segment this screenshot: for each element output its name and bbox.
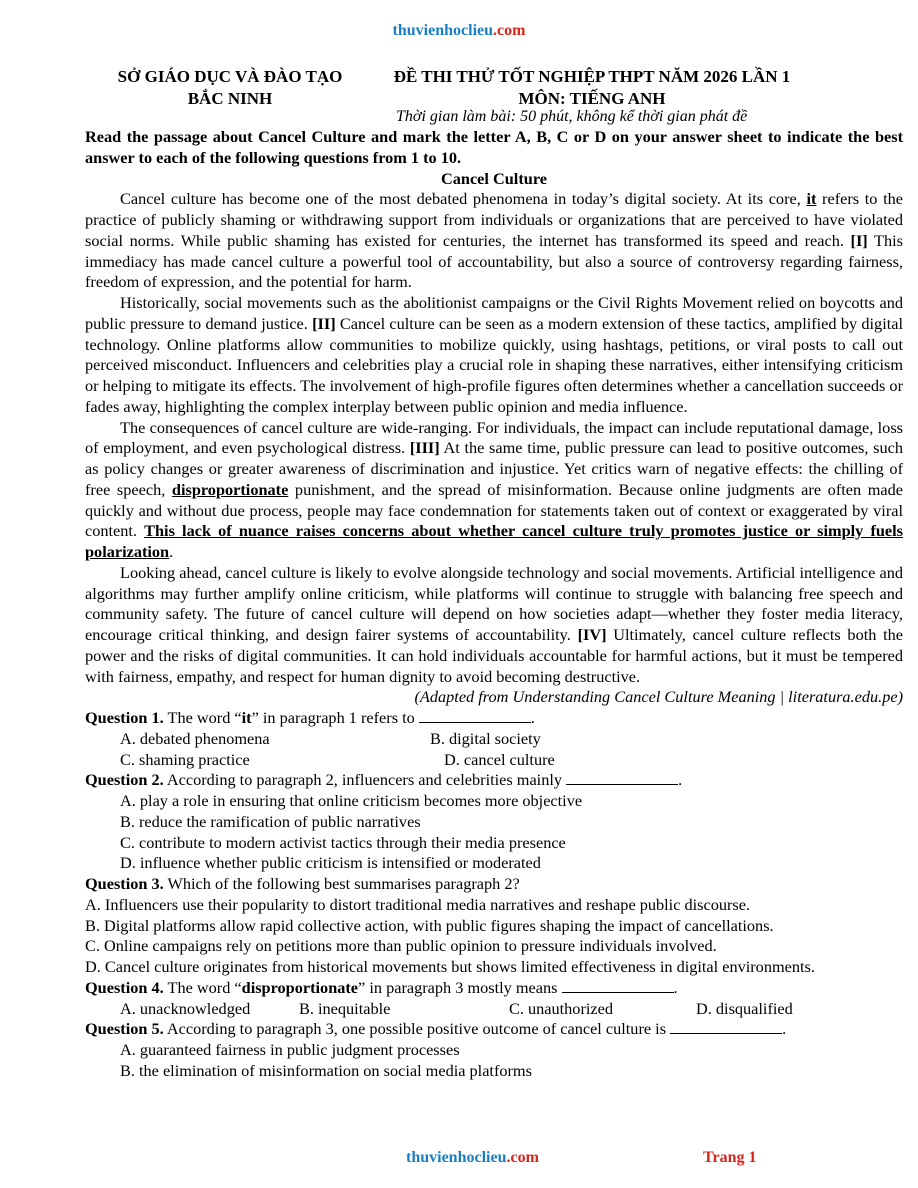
- q1-option-b[interactable]: B. digital society: [430, 728, 541, 748]
- question-2: Question 2. According to paragraph 2, influencers and celebrities mainly .: [85, 770, 683, 790]
- instruction: Read the passage about Cancel Culture and mark the letter A, B, C or D on your answer sheet to indicate the best answer to each of the following questions from 1 to 10.: [85, 127, 903, 167]
- answer-blank: [419, 708, 531, 723]
- underlined-sentence: This lack of nuance raises concerns about whether cancel culture truly promotes justice or simply fuels polarization: [85, 521, 904, 561]
- answer-blank: [566, 770, 678, 785]
- site-watermark-top: thuvienhoclieu.com: [392, 22, 526, 39]
- question-1-options-row-1: [85, 729, 903, 750]
- site-watermark-bottom: thuvienhoclieu.com: [406, 1149, 539, 1166]
- marker-iii: [III]: [409, 438, 440, 458]
- marker-iv: [IV]: [577, 625, 607, 644]
- question-1-options-row-2: [85, 750, 903, 771]
- q3-option-a[interactable]: A. Influencers use their popularity to distort traditional media narratives and reshape public discourse.: [85, 894, 751, 914]
- q1-option-c[interactable]: C. shaming practice: [120, 749, 250, 769]
- department-header: [85, 66, 375, 110]
- q4-option-d[interactable]: D. disqualified: [696, 998, 793, 1018]
- page-number: Trang 1: [703, 1149, 757, 1166]
- q5-option-a[interactable]: A. guaranteed fairness in public judgment processes: [120, 1040, 460, 1059]
- q4-option-c[interactable]: C. unauthorized: [509, 998, 613, 1018]
- paragraph-3: The consequences of cancel culture are wide-ranging. For individuals, the impact can include reputational damage, loss of employment, and even psychological distress. [III] At the same time, public pressure can lead to positive outcomes, such as policy changes or greater awareness of discrimination and injustice. Yet critics warn of negative effects: the chilling of free speech, disproportionate punishment, and the spread of misinformation. Because online judgments are often made quickly and without due process, people may face condemnation for statements taken out of context or exaggerated by viral content. This lack of nuance raises concerns about whether cancel culture truly promotes justice or simply fuels polarization.: [85, 417, 904, 561]
- q2-option-b[interactable]: B. reduce the ramification of public narratives: [120, 811, 421, 831]
- question-3: Question 3. Which of the following best summarises paragraph 2?: [85, 874, 520, 893]
- referent-it: it: [806, 189, 817, 209]
- q2-option-a[interactable]: A. play a role in ensuring that online criticism becomes more objective: [120, 791, 583, 810]
- answer-blank: [562, 978, 674, 993]
- q2-option-d[interactable]: D. influence whether public criticism is intensified or moderated: [120, 853, 541, 873]
- passage-title: Cancel Culture: [441, 168, 547, 188]
- question-1: Question 1. The word “it” in paragraph 1 refers to .: [85, 708, 535, 727]
- q3-option-b[interactable]: B. Digital platforms allow rapid collective action, with public figures shaping the impact of cancellations.: [85, 915, 774, 935]
- q3-option-d[interactable]: D. Cancel culture originates from historical movements but shows limited effectiveness in digital environments.: [85, 957, 815, 976]
- q3-option-c[interactable]: C. Online campaigns rely on petitions more than public opinion to pressure individuals involved.: [85, 936, 717, 956]
- paragraph-4: Looking ahead, cancel culture is likely to evolve alongside technology and social movements. Artificial intelligence and algorithms may further amplify online criticism, while platforms will continue to struggle with balancing free speech and community safety. The future of cancel culture will depend on how societies adapt—whether they foster media literacy, encourage critical thinking, and design fairer systems of accountability. [IV] Ultimately, cancel culture reflects both the power and the risks of digital communities. It can hold individuals accountable for harmful actions, but it must be tempered with fairness, empathy, and respect for human dignity to avoid becoming destructive.: [85, 562, 903, 686]
- subject-name: MÔN: TIẾNG ANH: [518, 89, 666, 108]
- q2-option-c[interactable]: C. contribute to modern activist tactics through their media presence: [120, 832, 566, 852]
- province-name: BẮC NINH: [187, 89, 273, 108]
- q4-option-b[interactable]: B. inequitable: [299, 998, 391, 1018]
- document-body: [85, 127, 903, 1082]
- exam-duration: Thời gian làm bài: 50 phút, không kể thời gian phát đề: [396, 108, 748, 125]
- marker-ii: [II]: [312, 313, 336, 333]
- q5-option-b[interactable]: B. the elimination of misinformation on social media platforms: [120, 1060, 532, 1080]
- department-name: SỞ GIÁO DỤC VÀ ĐÀO TẠO: [117, 67, 343, 86]
- question-4: Question 4. The word “disproportionate” in paragraph 3 mostly means .: [85, 977, 678, 997]
- q4-option-a[interactable]: A. unacknowledged: [120, 998, 251, 1018]
- paragraph-1: Cancel culture has become one of the most debated phenomena in today’s digital society. At its core, it refers to the practice of publicly shaming or withdrawing support from individuals or organizations that are perceived to have violated social norms. While public shaming has existed for centuries, the internet has transformed its speed and reach. [I] This immediacy has made cancel culture a powerful tool of accountability, but also a source of controversy regarding fairness, freedom of expression, and the potential for harm.: [85, 189, 903, 292]
- source-citation: (Adapted from Understanding Cancel Culture Meaning | literatura.edu.pe): [414, 687, 903, 707]
- answer-blank: [670, 1019, 782, 1034]
- question-5: Question 5. According to paragraph 3, one possible positive outcome of cancel culture is .: [85, 1019, 787, 1039]
- word-disproportionate: disproportionate: [171, 479, 289, 499]
- q1-option-a[interactable]: A. debated phenomena: [120, 728, 270, 748]
- question-4-options: [85, 999, 903, 1020]
- marker-i: [I]: [850, 230, 868, 250]
- exam-title: ĐỀ THI THỬ TỐT NGHIỆP THPT NĂM 2026 LẦN 1: [393, 67, 791, 86]
- paragraph-2: Historically, social movements such as the abolitionist campaigns or the Civil Rights Movement relied on boycotts and public pressure to demand justice. [II] Cancel culture can be seen as a modern extension of these tactics, amplified by digital technology. Online platforms allow communities to mobilize quickly, using hashtags, petitions, or viral posts to call out perceived misconduct. Influencers and celebrities play a crucial role in shaping these narratives, either intensifying criticism or helping to mitigate its effects. The involvement of high-profile figures often determines whether a cancellation succeeds or fades away, highlighting the complex interplay between public opinion and media influence.: [85, 293, 903, 416]
- q1-option-d[interactable]: D. cancel culture: [444, 749, 555, 769]
- exam-header: [372, 66, 812, 110]
